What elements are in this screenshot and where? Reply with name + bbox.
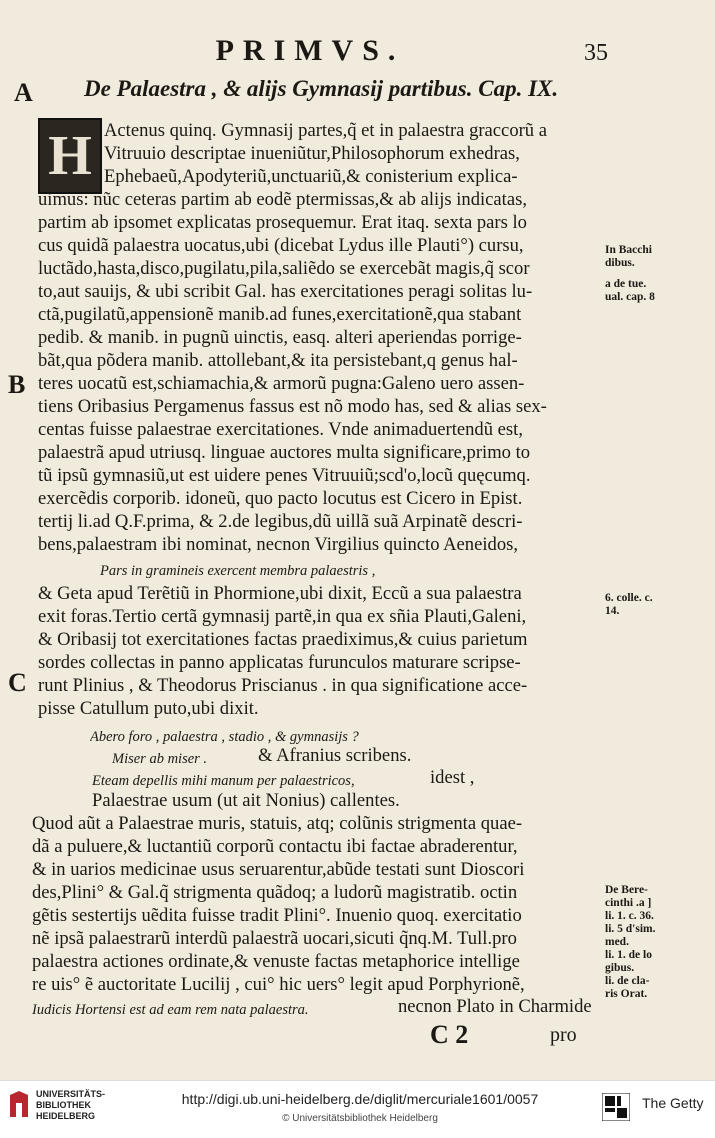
signature-mark: C 2 — [430, 1020, 469, 1049]
permalink-url[interactable]: http://digi.ub.uni-heidelberg.de/diglit/mercuriale1601/0057 — [181, 1091, 539, 1107]
text-line: bens,palaestram ibi nominat, necnon Virgilius quincto Aeneidos, — [38, 534, 519, 555]
text-line: palaestra actiones ordinate,& venuste factas metaphorice intellige — [32, 951, 520, 972]
verse-quote: Pars in gramineis exercent membra palaestris , — [100, 563, 376, 579]
section-letter-c: C — [8, 668, 27, 697]
getty-logo-icon — [602, 1093, 630, 1121]
text-line: bãt,qua põdera manib. attollebant,& ita persistebant,q genus hal- — [38, 350, 518, 371]
margin-note: a de tue. ual. cap. 8 — [605, 278, 655, 303]
text-line: palaestrã apud utriusq. linguae auctores multa significare,primo to — [38, 442, 531, 463]
text-line: pisse Catullum puto,ubi dixit. — [38, 698, 259, 719]
text-line: centas fuisse palaestrae exercitationes. Vnde animaduertendũ est, — [38, 419, 523, 440]
verse-quote: Iudicis Hortensi est ad eam rem nata palaestra. — [32, 1002, 309, 1018]
text-line: ctã,pugilatũ,appensionẽ manib.ad funes,exercitationẽ,qua stabant — [38, 304, 522, 325]
text-line: exercẽdis corporib. idoneũ, quo pacto locutus est Cicero in Epist. — [38, 488, 523, 509]
verse-quote: Abero foro , palaestra , stadio , & gymnasijs ? — [90, 729, 359, 745]
text-line: & Geta apud Terẽtiũ in Phormione,ubi dixit, Eccũ a sua palaestra — [38, 583, 522, 604]
text-line: necnon Plato in Charmide — [398, 996, 592, 1017]
verse-quote: Eteam depellis mihi manum per palaestricos, — [92, 773, 355, 789]
getty-label: The Getty — [642, 1095, 704, 1111]
text-line: & Oribasij tot exercitationes factas praediximus,& cuius parietum — [38, 629, 528, 650]
text-line: to,aut sauijs, & ubi scribit Gal. has exercitationes peragi solitas lu- — [38, 281, 533, 302]
margin-note: In Bacchi dibus. — [605, 244, 652, 269]
catchword: pro — [550, 1024, 577, 1046]
text-line: cus quidã palaestra uocatus,ubi (dicebat Lydus ille Plauti°) cursu, — [38, 235, 524, 256]
section-letter-b: B — [8, 370, 26, 399]
text-line: idest , — [430, 767, 475, 788]
text-line: sordes collectas in panno applicatas furunculos maturare scripse- — [38, 652, 521, 673]
decorated-initial: H — [38, 118, 102, 194]
text-line: & Afranius scribens. — [258, 745, 412, 766]
text-line: nẽ ipsã palaestrarũ interdũ palaestrã uocari,sicuti q̃nq.M. Tull.pro — [32, 928, 517, 949]
text-line: exit foras.Tertio certã gymnasij partẽ,in qua ex sñia Plauti,Galeni, — [38, 606, 527, 627]
chapter-heading: De Palaestra , & alijs Gymnasij partibus. Cap. IX. — [84, 76, 559, 101]
text-line: gẽtis sestertijs uẽdita fuisse tradit Plini°. Inuenio quoq. exercitatio — [32, 905, 522, 926]
verse-quote: Miser ab miser . — [112, 751, 208, 767]
copyright-notice: © Universitätsbibliothek Heidelberg — [282, 1113, 438, 1124]
text-line: tertij li.ad Q.F.prima, & 2.de legibus,dũ uillã suã Arpinatẽ descri- — [38, 511, 523, 532]
text-line: re uis° ẽ auctoritate Lucilij , cui° hic uers° legit apud Porphyrionẽ, — [32, 974, 525, 995]
text-line: des,Plini° & Gal.q̃ strigmenta quãdoq; a ludorũ magistratib. octin — [32, 882, 518, 903]
text-line: & in uarios medicinae usus seruarentur,abũde testati sunt Dioscori — [32, 859, 525, 880]
text-line: tũ ipsũ gymnasiũ,ut est uidere penes Vitruuiũ;scd'o,locũ quęcumq. — [38, 465, 531, 486]
ub-heidelberg-logo-text: UNIVERSITÄTS- BIBLIOTHEK HEIDELBERG — [36, 1089, 106, 1121]
text-line: teres uocatũ est,schiamachia,& armorũ pugna:Galeno uero assen- — [38, 373, 525, 394]
text-line: tiens Oribasius Pergamenus fassus est nõ modo has, sed & alias sex- — [38, 396, 547, 417]
running-title: PRIMVS. — [215, 34, 405, 67]
text-line: luctãdo,hasta,disco,pugilatu,pila,saliẽdo se exercebãt magis,q̃ scor — [38, 258, 530, 279]
text-line: runt Plinius , & Theodorus Priscianus . in qua significatione acce- — [38, 675, 528, 696]
text-line: dã a puluere,& luctantiũ corporũ contactu ibi factae abraderentur, — [32, 836, 518, 857]
ub-heidelberg-logo-icon — [8, 1089, 30, 1119]
text-line: Vitruuio descriptae inueniũtur,Philosophorum exhedras, — [104, 143, 520, 164]
text-line: Actenus quinq. Gymnasij partes,q̃ et in palaestra graccorũ a — [104, 120, 547, 141]
text-line: Palaestrae usum (ut ait Nonius) callentes. — [92, 790, 400, 811]
text-line: pedib. & manib. in pugnũ uinctis, easq. alteri aperiendas porrige- — [38, 327, 522, 348]
margin-note: De Bere- cinthi .a ] li. 1. c. 36. li. 5 d'sim. med. li. 1. de lo gibus. li. de cla- ris Orat. — [605, 884, 656, 1000]
text-line: Quod aũt a Palaestrae muris, statuis, atq; colũnis strigmenta quae- — [32, 813, 523, 834]
viewer-footer — [0, 1080, 715, 1138]
text-line: partim ab ipsomet explicatas prosequemur. Erat itaq. sexta pars lo — [38, 212, 527, 233]
margin-note: 6. colle. c. 14. — [605, 592, 653, 617]
page-number: 35 — [584, 40, 608, 66]
text-line: uimus: nũc ceteras partim ab eodẽ ptermissas,& ab alijs indicatas, — [38, 189, 527, 210]
section-letter-a: A — [14, 78, 33, 107]
text-line: Ephebaeũ,Apodyteriũ,unctuariũ,& conisterium explica- — [104, 166, 518, 187]
